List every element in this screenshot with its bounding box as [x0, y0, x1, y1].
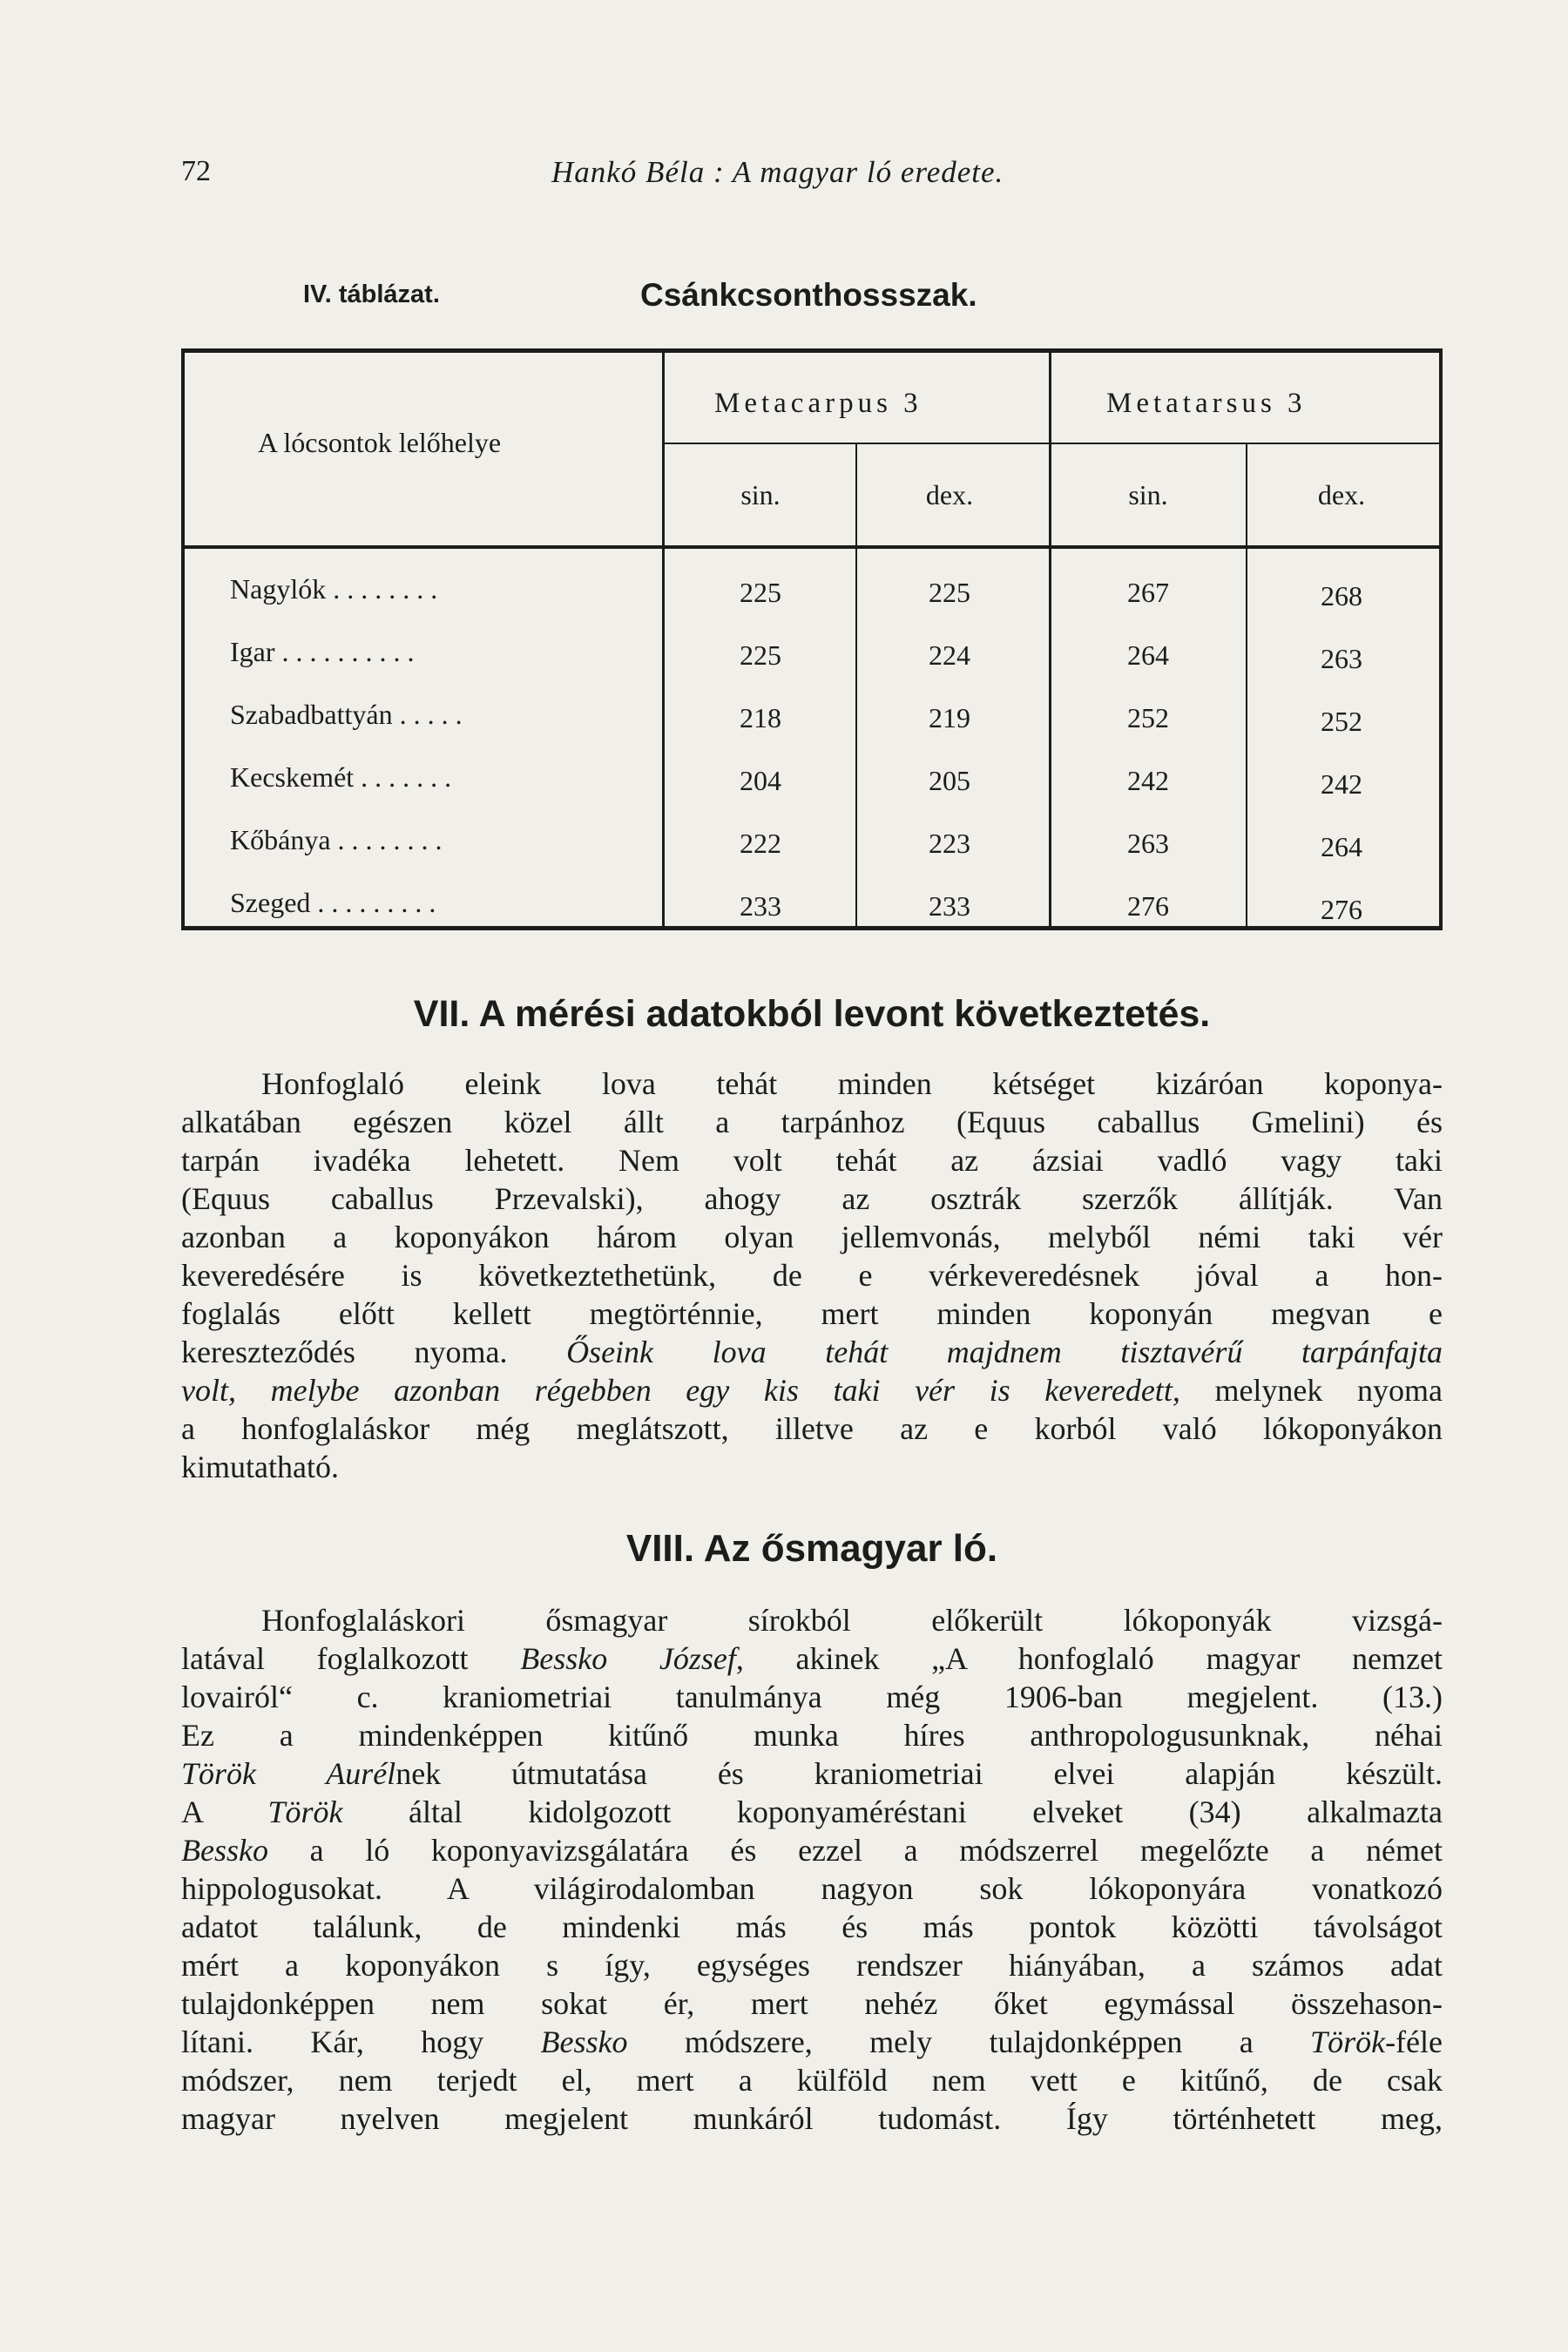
italic-run: volt, melybe azonban régebben egy kis taki vér is keveredett, — [181, 1373, 1180, 1408]
cell: 276 — [1127, 890, 1169, 922]
cell: 225 — [740, 639, 781, 671]
italic-run: Bessko József — [520, 1641, 736, 1676]
cell: 268 — [1321, 580, 1362, 612]
text-line: magyar nyelven megjelent munkáról tudomást. Így történhetett meg, — [181, 2101, 1443, 2136]
cell: 263 — [1127, 828, 1169, 859]
cell: 204 — [740, 765, 781, 796]
group-header-metatarsus: Metatarsus 3 — [1106, 388, 1307, 419]
cell: 242 — [1321, 768, 1362, 800]
section-heading-viii: VIII. Az ősmagyar ló. — [625, 1527, 998, 1570]
row-place-kobanya: Kőbánya . . . . . . . . — [230, 824, 443, 855]
text-line: alkatában egészen közel állt a tarpánhoz (Equus caballus Gmelini) és — [181, 1105, 1443, 1139]
table-right-rule — [1439, 348, 1443, 930]
text-line: a honfoglaláskor még meglátszott, illetve az e korból való lókoponyákon — [181, 1411, 1443, 1446]
subheader-metatarsus-dex: dex. — [1317, 479, 1366, 510]
cell: 224 — [929, 639, 970, 671]
row-place-nagylok: Nagylók . . . . . . . . — [230, 573, 438, 605]
cell: 264 — [1321, 831, 1362, 862]
cell: 264 — [1127, 639, 1169, 671]
italic-run: Bessko — [540, 2024, 628, 2059]
group-header-metacarpus: Metacarpus 3 — [714, 388, 923, 419]
text-run: melynek nyoma — [1179, 1373, 1443, 1408]
cell: 225 — [929, 577, 970, 608]
row-header: A lócsontok lelőhelye — [258, 427, 502, 458]
section-vii-body — [181, 1064, 1443, 1486]
text-line: hippologusokat. A világirodalomban nagyon sok lókoponyára vonatkozó — [181, 1871, 1443, 1906]
text-line — [181, 1333, 1443, 1371]
text-run: -féle — [1385, 2024, 1443, 2059]
bone-length-table — [181, 348, 1443, 930]
cell: 205 — [929, 765, 970, 796]
cell: 252 — [1127, 702, 1169, 733]
text-line: tarpán ivadéka lehetett. Nem volt tehát az ázsiai vadló vagy taki — [181, 1143, 1443, 1178]
row-place-szeged: Szeged . . . . . . . . . — [230, 887, 436, 918]
table-title: Csánkcsonthossszak. — [640, 277, 977, 313]
text-line: (Equus caballus Przevalski), ahogy az osztrák szerzők állítják. Van — [181, 1181, 1443, 1216]
column-rule-2 — [855, 444, 857, 928]
text-line — [181, 1793, 1443, 1831]
text-line: Ez a mindenképpen kitűnő munka híres anthropologusunknak, néhai — [181, 1718, 1443, 1753]
italic-run: Török — [1310, 2024, 1386, 2059]
cell: 276 — [1321, 894, 1362, 925]
cell: 267 — [1127, 577, 1169, 608]
table-top-rule — [181, 348, 1443, 353]
text-line: adatot találunk, de mindenki más és más pontok közötti távolságot — [181, 1909, 1443, 1944]
text-line: azonban a koponyákon három olyan jellemvonás, melyből némi taki vér — [181, 1220, 1443, 1254]
cell: 233 — [740, 890, 781, 922]
text-line: mért a koponyákon s így, egységes rendszer hiányában, a számos adat — [181, 1948, 1443, 1983]
running-head — [181, 155, 1444, 199]
text-line: módszer, nem terjedt el, mert a külföld nem vett e kitűnő, de csak — [181, 2063, 1443, 2098]
subheader-metatarsus-sin: sin. — [1128, 479, 1168, 510]
text-line — [181, 1754, 1443, 1793]
text-run: latával foglalkozott — [181, 1641, 521, 1676]
text-line: Honfoglaló eleink lova tehát minden kétséget kizáróan koponya- — [261, 1066, 1443, 1101]
text-run: lítani. Kár, hogy — [181, 2024, 541, 2059]
subheader-metacarpus-dex: dex. — [925, 479, 974, 510]
text-line — [181, 1831, 1443, 1869]
cell: 225 — [740, 577, 781, 608]
cell: 218 — [740, 702, 781, 733]
cell: 233 — [929, 890, 970, 922]
text-line: keveredésére is következtethetünk, de e vérkeveredésnek jóval a hon- — [181, 1258, 1443, 1293]
text-run: a ló koponyavizsgálatára és ezzel a módszerrel megelőzte a német — [267, 1833, 1443, 1868]
cell: 252 — [1321, 706, 1362, 737]
text-line: kimutatható. — [181, 1450, 339, 1484]
text-line — [181, 1371, 1443, 1409]
italic-run: Bessko — [181, 1833, 268, 1868]
text-line: Honfoglaláskori ősmagyar sírokból előkerült lókoponyák vizsgá- — [261, 1603, 1443, 1638]
row-place-kecskemet: Kecskemét . . . . . . . — [230, 761, 452, 793]
italic-run: Török Aurél — [181, 1756, 396, 1791]
cell: 223 — [929, 828, 970, 859]
cell: 242 — [1127, 765, 1169, 796]
table-label: IV. táblázat. — [303, 280, 440, 308]
text-line — [181, 1639, 1443, 1678]
page-number: 72 — [181, 155, 211, 187]
text-run: A — [181, 1794, 268, 1829]
row-place-szabadbattyan: Szabadbattyán . . . . . — [230, 699, 463, 730]
table-left-rule — [181, 348, 185, 930]
running-title: Hankó Béla : A magyar ló eredete. — [551, 155, 1004, 189]
text-run: , akinek „A honfoglaló magyar nemzet — [735, 1641, 1443, 1676]
header-bottom-rule — [181, 545, 1443, 549]
text-run: módszere, mely tulajdonképpen a — [627, 2024, 1311, 2059]
text-line: tulajdonképpen nem sokat ér, mert nehéz őket egymással összehason- — [181, 1986, 1443, 2021]
text-line — [181, 2023, 1443, 2061]
cell: 219 — [929, 702, 970, 733]
text-line: foglalás előtt kellett megtörténnie, mert minden koponyán megvan e — [181, 1296, 1443, 1331]
section-viii-body — [181, 1601, 1443, 2138]
italic-run: Őseink lova tehát majdnem tisztavérű tarpánfajta — [566, 1335, 1443, 1369]
column-rule-3 — [1049, 353, 1051, 928]
column-rule-1 — [662, 353, 665, 928]
italic-run: Török — [267, 1794, 343, 1829]
cell: 222 — [740, 828, 781, 859]
text-run: által kidolgozott koponyaméréstani elveket (34) alkalmazta — [342, 1794, 1443, 1829]
text-line: lovairól“ c. kraniometriai tanulmánya még 1906-ban megjelent. (13.) — [181, 1680, 1443, 1714]
subheader-metacarpus-sin: sin. — [740, 479, 781, 510]
row-place-igar: Igar . . . . . . . . . . — [230, 636, 415, 667]
cell: 263 — [1321, 643, 1362, 674]
text-run: kereszteződés nyoma. — [181, 1335, 567, 1369]
table-bottom-rule — [181, 926, 1443, 930]
text-run: nek útmutatása és kraniometriai elvei alapján készült. — [395, 1756, 1443, 1791]
section-heading-vii: VII. A mérési adatokból levont következtetés. — [413, 993, 1211, 1035]
column-rule-4 — [1246, 444, 1247, 928]
